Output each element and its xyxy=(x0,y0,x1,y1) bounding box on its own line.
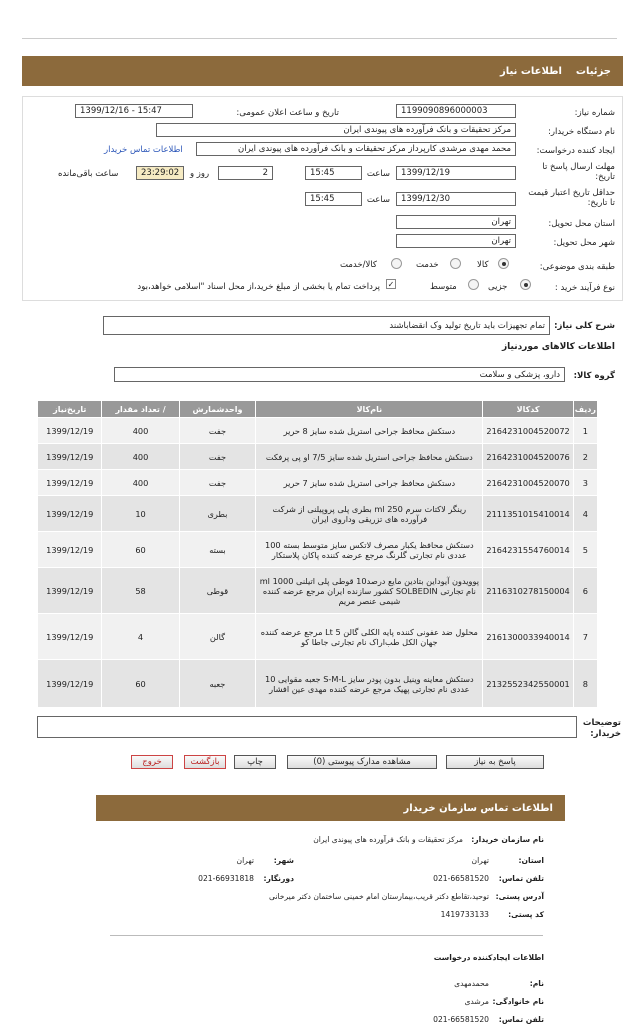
cell-qty: 4 xyxy=(102,614,179,660)
cell-code: 2164231554760014 xyxy=(483,532,573,568)
cell-row: 3 xyxy=(573,470,597,496)
table-row xyxy=(38,470,598,496)
price-time-field: 15:45 xyxy=(305,192,362,206)
table-row xyxy=(38,496,598,532)
col-unit: واحدشمارش xyxy=(179,401,256,418)
cell-unit: جفت xyxy=(179,444,256,470)
cell-qty: 60 xyxy=(102,660,179,708)
cell-code: 2132552342550001 xyxy=(483,660,573,708)
cell-date: 1399/12/19 xyxy=(38,444,102,470)
announce-label: تاریخ و ساعت اعلان عمومی: xyxy=(236,108,339,118)
cell-name: دستکش محافظ جراحی استریل شده سایز 7 حریر xyxy=(256,470,483,496)
cell-code: 2111351015410014 xyxy=(483,496,573,532)
city-field: تهران xyxy=(396,234,516,248)
cell-row: 2 xyxy=(573,444,597,470)
table-row xyxy=(38,418,598,444)
cell-row: 1 xyxy=(573,418,597,444)
province-contact-value: تهران xyxy=(471,856,489,865)
col-name: نام‌کالا xyxy=(256,401,483,418)
col-code: کدکالا xyxy=(483,401,573,418)
cell-date: 1399/12/19 xyxy=(38,660,102,708)
cell-date: 1399/12/19 xyxy=(38,568,102,614)
cell-qty: 10 xyxy=(102,496,179,532)
price-time-label: ساعت xyxy=(366,195,390,205)
category-goods-radio[interactable] xyxy=(498,258,509,269)
description-field: تمام تجهیزات باید تاریخ تولید وک انقضاباشند xyxy=(103,316,550,335)
buyer-label: نام دستگاه خریدار: xyxy=(548,127,615,137)
cell-unit: جفت xyxy=(179,470,256,496)
cell-qty: 60 xyxy=(102,532,179,568)
tab-details[interactable]: جزئیات xyxy=(575,65,611,77)
table-row xyxy=(38,660,598,708)
col-qty: / تعداد مقدار xyxy=(102,401,179,418)
cell-name: محلول ضد عفونی کننده پایه الکلی گالن 5 Lt مرجع عرضه کننده جهان الکل طب‌اراک نام تجارتی جاطا کو xyxy=(256,614,483,660)
payment-checkbox[interactable]: ✓ xyxy=(387,280,395,289)
category-service-radio[interactable] xyxy=(450,258,461,269)
category-label: طبقه بندی موضوعی: xyxy=(539,262,615,272)
city-label: شهر محل تحویل: xyxy=(553,238,615,248)
fax-value: 021-66931818 xyxy=(198,874,254,883)
cell-date: 1399/12/19 xyxy=(38,470,102,496)
cell-code: 2164231004520076 xyxy=(483,444,573,470)
reply-date-field: 1399/12/19 xyxy=(396,166,516,180)
province-contact-label: استان: xyxy=(518,856,544,865)
cell-row: 5 xyxy=(573,532,597,568)
col-row: ردیف xyxy=(573,401,597,418)
buyer-contact-link[interactable]: اطلاعات تماس خریدار xyxy=(104,145,183,155)
cell-name: پوویدون آیوداین بتادین مایع درصد10 قوطی پلی اتیلنی 1000 ml نام تجارتی SOLBEDIN کشور سازنده ایران مرجع عرضه کننده شیمی عنصر مریم xyxy=(256,568,483,614)
process-partial-label: جزیی xyxy=(488,282,508,292)
family-label: نام خانوادگی: xyxy=(492,997,544,1006)
category-service-label: خدمت xyxy=(416,260,439,270)
need-number-label: شماره نیاز: xyxy=(574,108,615,118)
cell-unit: بطری xyxy=(179,496,256,532)
tab-need-info[interactable]: اطلاعات نیاز xyxy=(500,65,562,77)
process-medium-radio[interactable] xyxy=(468,279,479,290)
top-divider xyxy=(22,38,617,39)
table-row xyxy=(38,532,598,568)
group-field: دارو، پزشکی و سلامت xyxy=(114,367,565,382)
cell-unit: گالن xyxy=(179,614,256,660)
cell-date: 1399/12/19 xyxy=(38,532,102,568)
cell-unit: جفت xyxy=(179,418,256,444)
phone2-value: 021-66581520 xyxy=(433,1015,489,1024)
print-button[interactable]: چاپ xyxy=(234,755,276,769)
description-label: شرح کلی نیاز: xyxy=(554,321,615,331)
reply-button[interactable]: پاسخ به نیاز xyxy=(446,755,544,769)
payment-note: پرداخت تمام یا بخشی از مبلغ خرید،از محل اسناد "اسلامی خواهد،بود xyxy=(137,282,380,292)
back-button[interactable]: بازگشت xyxy=(184,755,226,769)
creator-info-heading: اطلاعات ایجادکننده درخواست xyxy=(433,953,544,962)
cell-name: دستکش معاینه وینیل بدون پودر سایز S-M-L جعبه مقوایی 10 عددی نام تجارتی پهیک مرجع عرضه کننده مهدی عین افشار xyxy=(256,660,483,708)
fax-label: دورنگار: xyxy=(263,874,294,883)
city-contact-value: تهران xyxy=(236,856,254,865)
cell-name: دستکش محافظ جراحی استریل شده سایز 7/5 او پی پرفکت xyxy=(256,444,483,470)
phone-value: 021-66581520 xyxy=(433,874,489,883)
creator-label: ایجاد کننده درخواست: xyxy=(536,146,615,156)
cell-unit: جعبه xyxy=(179,660,256,708)
cell-unit: بسته xyxy=(179,532,256,568)
buyer-field: مرکز تحقیقات و بانک فرآورده های پیوندی ایران xyxy=(156,123,516,137)
announce-field: 1399/12/16 - 15:47 xyxy=(75,104,193,118)
process-label: نوع فرآیند خرید : xyxy=(554,283,615,293)
buyer-notes-label: توضیحات خریدار: xyxy=(582,718,621,739)
goods-table xyxy=(37,400,598,708)
province-field: تهران xyxy=(396,215,516,229)
province-label: استان محل تحویل: xyxy=(548,219,615,229)
category-both-radio[interactable] xyxy=(391,258,402,269)
cell-qty: 400 xyxy=(102,470,179,496)
cell-code: 2164231004520072 xyxy=(483,418,573,444)
process-medium-label: متوسط xyxy=(430,282,457,292)
cell-name: دستکش محافظ جراحی استریل شده سایز 8 حریر xyxy=(256,418,483,444)
cell-date: 1399/12/19 xyxy=(38,614,102,660)
postal-label: کد پستی: xyxy=(508,910,544,919)
price-date-field: 1399/12/30 xyxy=(396,192,516,206)
creator-field: محمد مهدی مرشدی کارپرداز مرکز تحقیقات و بانک فرآورده های پیوندی ایران xyxy=(196,142,516,156)
price-deadline-label: حداقل تاریخ اعتبار قیمت تا تاریخ: xyxy=(528,188,615,208)
name-label: نام: xyxy=(529,979,544,988)
goods-info-heading: اطلاعات کالاهای موردنیاز xyxy=(501,342,615,352)
cell-name: دستکش محافظ یکبار مصرف لاتکس سایز متوسط بسته 100 عددی نام تجارتی گلرنگ مرجع عرضه کننده پاکان پلاستکار xyxy=(256,532,483,568)
table-row xyxy=(38,568,598,614)
contact-header: اطلاعات تماس سازمان خریدار xyxy=(96,795,565,821)
cell-unit: قوطی xyxy=(179,568,256,614)
cell-qty: 400 xyxy=(102,418,179,444)
page-header xyxy=(22,56,623,86)
org-value: مرکز تحقیقات و بانک فرآورده های پیوندی ایران xyxy=(313,835,463,844)
category-both-label: کالا/خدمت xyxy=(340,260,377,270)
address-label: آدرس پستی: xyxy=(495,892,544,901)
postal-value: 1419733133 xyxy=(440,910,489,919)
contact-divider xyxy=(110,935,543,936)
days-field: 2 xyxy=(218,166,273,180)
days-label: روز و xyxy=(190,169,210,179)
cell-date: 1399/12/19 xyxy=(38,496,102,532)
cell-name: رینگر لاکتات سرم 250 ml بطری پلی پروپیلنی از شرکت فرآورده های تزریقی وداروی ایران xyxy=(256,496,483,532)
buyer-notes-field xyxy=(37,716,577,738)
process-partial-radio[interactable] xyxy=(520,279,531,290)
col-date: تاریخ‌نیاز xyxy=(38,401,102,418)
phone-label: تلفن تماس: xyxy=(498,874,544,883)
exit-button[interactable]: خروج xyxy=(131,755,173,769)
reply-time-field: 15:45 xyxy=(305,166,362,180)
table-row xyxy=(38,444,598,470)
cell-code: 2161300033940014 xyxy=(483,614,573,660)
address-value: توحید،تقاطع دکتر قریب،بیمارستان امام خمینی ساختمان دکتر میر‌خانی xyxy=(269,892,489,901)
cell-code: 2164231004520070 xyxy=(483,470,573,496)
reply-deadline-label: مهلت ارسال پاسخ تا تاریخ: xyxy=(542,162,615,182)
cell-row: 8 xyxy=(573,660,597,708)
group-label: گروه کالا: xyxy=(573,371,615,381)
org-label: نام سازمان خریدار: xyxy=(471,835,544,844)
cell-code: 2116310278150004 xyxy=(483,568,573,614)
need-number-field: 1199090896000003 xyxy=(396,104,516,118)
reply-time-label: ساعت xyxy=(366,169,390,179)
remaining-label: ساعت باقی‌مانده xyxy=(58,169,119,179)
category-goods-label: کالا xyxy=(477,260,489,270)
cell-qty: 58 xyxy=(102,568,179,614)
table-row xyxy=(38,614,598,660)
family-value: مرشدی xyxy=(464,997,489,1006)
attachments-button[interactable]: مشاهده مدارک پیوستی (0) xyxy=(287,755,437,769)
cell-qty: 400 xyxy=(102,444,179,470)
phone2-label: تلفن تماس: xyxy=(498,1015,544,1024)
city-contact-label: شهر: xyxy=(273,856,294,865)
remaining-time-field: 23:29:02 xyxy=(136,166,184,180)
cell-date: 1399/12/19 xyxy=(38,418,102,444)
cell-row: 7 xyxy=(573,614,597,660)
cell-row: 6 xyxy=(573,568,597,614)
name-value: محمدمهدی xyxy=(454,979,489,988)
cell-row: 4 xyxy=(573,496,597,532)
